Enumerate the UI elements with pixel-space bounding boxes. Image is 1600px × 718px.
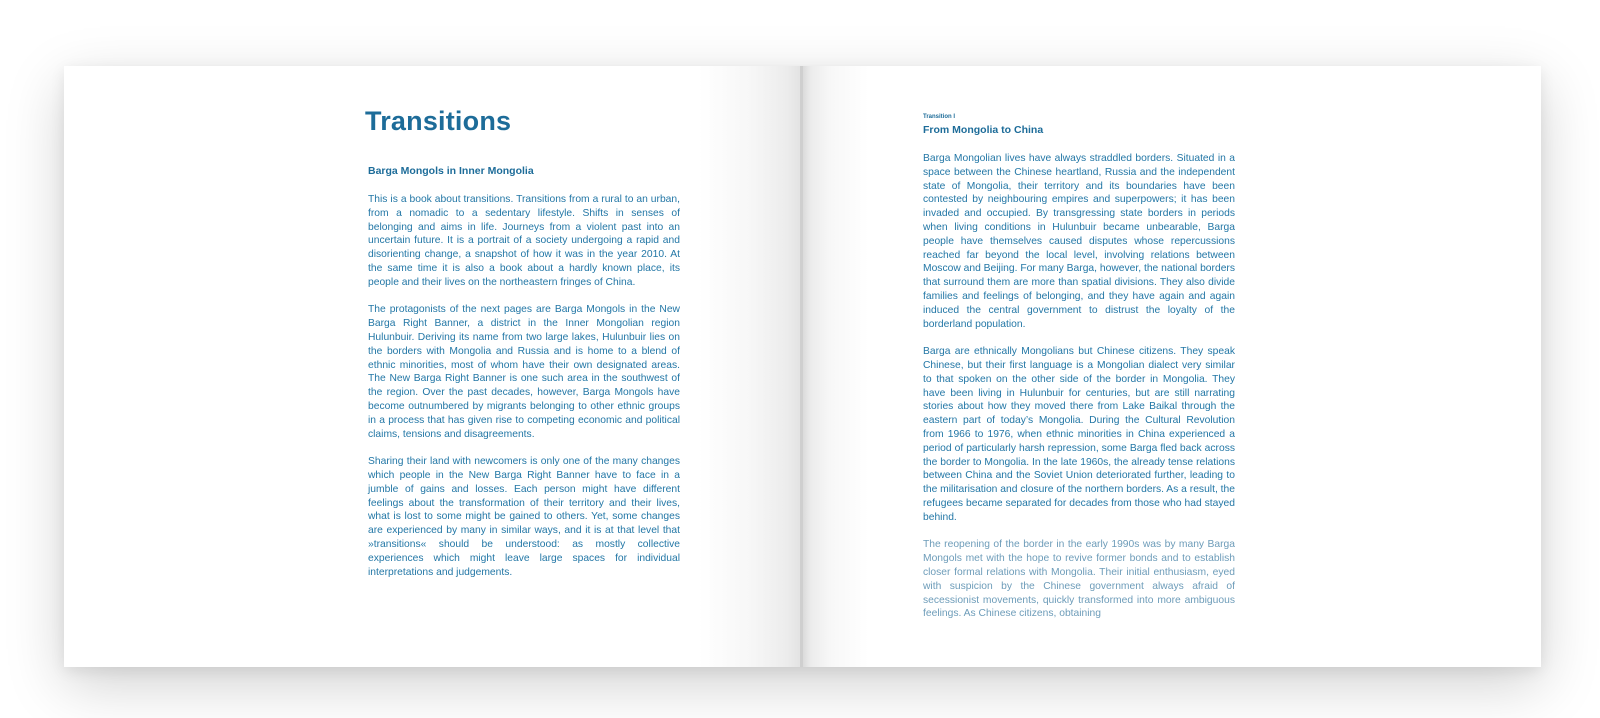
section-kicker: Transition I <box>923 114 956 120</box>
right-page <box>802 66 1541 667</box>
left-body-text <box>368 193 680 593</box>
body-paragraph: Sharing their land with newcomers is only one of the many changes which people in the New Barga Right Banner have to face in a jumble of gains and losses. Each person might have different feelings about the transformation of their territory and their lives, what is lost to some might be gained to others. Yet, some changes are experienced by many in similar ways, and it is at that level that »transitions« should be understood: as mostly collective experiences which might leave large spaces for individual interpretations and judgements. <box>368 456 680 578</box>
right-body-text <box>923 152 1235 623</box>
chapter-title: From Mongolia to China <box>923 124 1044 136</box>
book-gutter <box>800 66 803 667</box>
book-spread <box>64 66 1541 667</box>
body-paragraph-faded: The reopening of the border in the early 1990s was by many Barga Mongols met with the hope to revive former bonds and to establish closer formal relations with Mongolia. Their initial enthusiasm, eyed with suspicion by the Chinese government always afraid of secessionist movements, quickly transformed into more ambiguous feelings. As Chinese citizens, obtaining <box>923 539 1235 620</box>
page-title: Transitions <box>365 106 512 136</box>
page-subtitle: Barga Mongols in Inner Mongolia <box>368 165 534 177</box>
body-paragraph: The protagonists of the next pages are Barga Mongols in the New Barga Right Banner, a district in the Inner Mongolian region Hulunbuir. Deriving its name from two large lakes, Hulunbuir lies on the borders with Mongolia and Russia and is home to a blend of ethnic minorities, most of whom have their own designated areas. The New Barga Right Banner is one such area in the southwest of the region. Over the past decades, however, Barga Mongols have become outnumbered by migrants belonging to other ethnic groups in a process that has given rise to competing economic and political claims, tensions and disagreements. <box>368 304 680 440</box>
body-paragraph: Barga Mongolian lives have always straddled borders. Situated in a space between the Chinese heartland, Russia and the independent state of Mongolia, their territory and its boundaries have been contested by neighbouring empires and superpowers; it has been invaded and occupied. By transgressing state borders in periods when living conditions in Hulunbuir became unbearable, Barga people have themselves caused disputes whose repercussions reached far beyond the local level, involving relations between Moscow and Beijing. For many Barga, however, the national borders that surround them are more than spatial divisions. They also divide families and feelings of belonging, and they have again and again induced the central government to distrust the loyalty of the borderland population. <box>923 153 1235 330</box>
body-paragraph: Barga are ethnically Mongolians but Chinese citizens. They speak Chinese, but their first language is a Mongolian dialect very similar to that spoken on the other side of the border in Mongolia. They have been living in Hulunbuir for centuries, but are still narrating stories about how they moved there from Lake Baikal through the eastern part of today’s Mongolia. During the Cultural Revolution from 1966 to 1976, when ethnic minorities in China experienced a period of particularly harsh repression, some Barga fled back across the border to Mongolia. In the late 1960s, the already tense relations between China and the Soviet Union deteriorated further, leading to the militarisation and closure of the northern borders. As a result, the refugees became separated for decades from those who had stayed behind. <box>923 346 1235 523</box>
body-paragraph: This is a book about transitions. Transitions from a rural to an urban, from a nomadic to a sedentary lifestyle. Shifts in senses of belonging and aims in life. Journeys from a violent past into an uncertain future. It is a portrait of a society undergoing a rapid and disorienting change, a snapshot of how it was in the year 2010. At the same time it is also a book about a hardly known place, its people and their lives on the northeastern fringes of China. <box>368 194 680 288</box>
left-page <box>64 66 802 667</box>
